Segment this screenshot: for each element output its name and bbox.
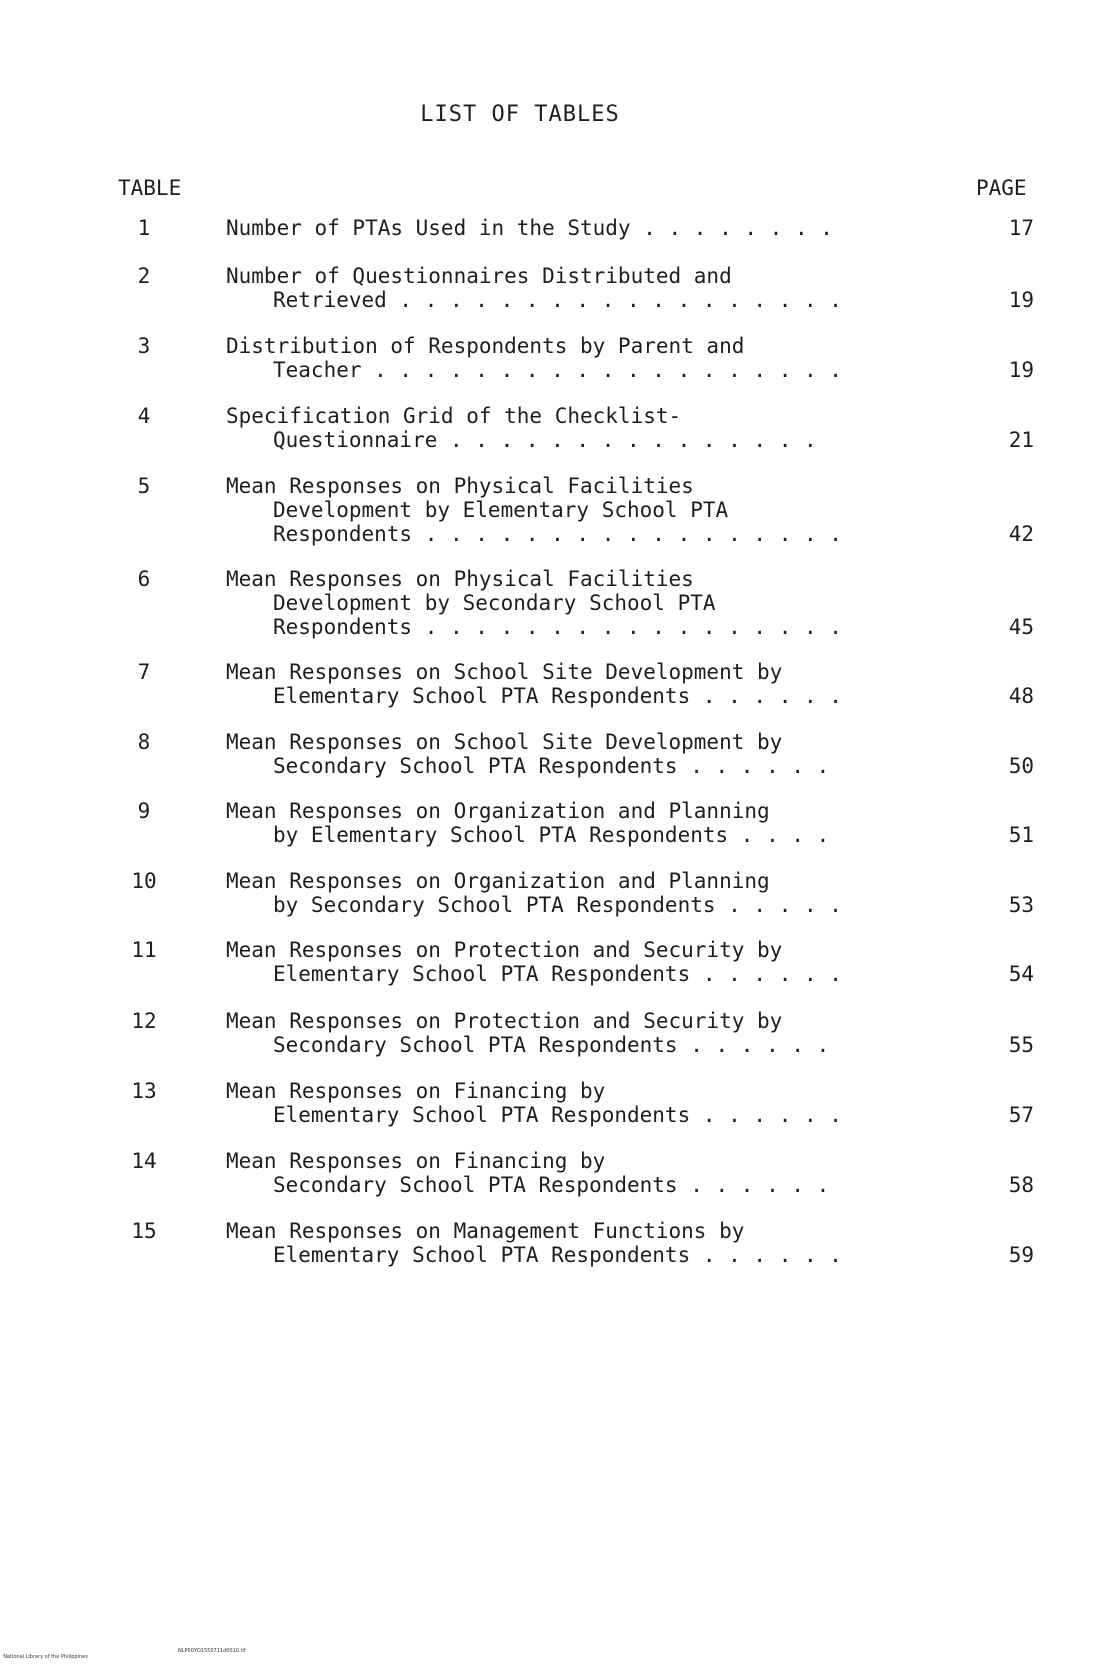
caption-line: Mean Responses on Organization and Planning bbox=[226, 869, 770, 893]
table-caption bbox=[226, 404, 956, 452]
caption-line: Mean Responses on Physical Facilities bbox=[226, 474, 694, 498]
table-caption bbox=[226, 334, 956, 382]
table-caption bbox=[226, 474, 956, 546]
caption-line: Number of Questionnaires Distributed and bbox=[226, 264, 732, 288]
caption-line: Mean Responses on Financing by bbox=[226, 1149, 606, 1173]
caption-line: Mean Responses on Management Functions by bbox=[226, 1219, 745, 1243]
caption-line: Mean Responses on Protection and Security by bbox=[226, 938, 783, 962]
table-number: 12 bbox=[131, 1009, 157, 1033]
caption-line: Secondary School PTA Respondents . . . . . . bbox=[273, 754, 830, 778]
caption-line: by Elementary School PTA Respondents . . . . bbox=[273, 823, 830, 847]
caption-line: Respondents . . . . . . . . . . . . . . . . . bbox=[273, 522, 842, 546]
table-caption bbox=[226, 216, 956, 240]
caption-line: Development by Elementary School PTA bbox=[273, 498, 729, 522]
table-caption bbox=[226, 938, 956, 986]
caption-line: Questionnaire . . . . . . . . . . . . . . . bbox=[273, 428, 817, 452]
table-number: 14 bbox=[131, 1149, 157, 1173]
caption-line: Development by Secondary School PTA bbox=[273, 591, 716, 615]
table-caption bbox=[226, 869, 956, 917]
table-number: 11 bbox=[131, 938, 157, 962]
caption-line: Mean Responses on Physical Facilities bbox=[226, 567, 694, 591]
page-number: 21 bbox=[1008, 428, 1034, 452]
table-number: 1 bbox=[137, 216, 151, 240]
caption-line: Mean Responses on Protection and Security by bbox=[226, 1009, 783, 1033]
page-number: 54 bbox=[1008, 962, 1034, 986]
caption-line: Respondents . . . . . . . . . . . . . . . . . bbox=[273, 615, 842, 639]
table-column-header: TABLE bbox=[118, 176, 182, 200]
page-number: 57 bbox=[1008, 1103, 1034, 1127]
caption-line: Specification Grid of the Checklist- bbox=[226, 404, 682, 428]
table-number: 9 bbox=[137, 799, 151, 823]
page-number: 55 bbox=[1008, 1033, 1034, 1057]
page-number: 19 bbox=[1008, 288, 1034, 312]
scan-footer bbox=[0, 1648, 246, 1666]
caption-line: Secondary School PTA Respondents . . . . . . bbox=[273, 1173, 830, 1197]
table-caption bbox=[226, 1079, 956, 1127]
caption-line: Number of PTAs Used in the Study . . . . . . . . bbox=[226, 216, 833, 240]
table-caption bbox=[226, 1009, 956, 1057]
page-number: 53 bbox=[1008, 893, 1034, 917]
page-number: 19 bbox=[1008, 358, 1034, 382]
caption-line: Mean Responses on School Site Development by bbox=[226, 660, 783, 684]
table-number: 10 bbox=[131, 869, 157, 893]
footer-library-name: National Library of the Philippines bbox=[3, 1654, 88, 1660]
caption-line: Mean Responses on Financing by bbox=[226, 1079, 606, 1103]
table-caption bbox=[226, 1219, 956, 1267]
page-title: LIST OF TABLES bbox=[420, 102, 620, 127]
page-number: 51 bbox=[1008, 823, 1034, 847]
page-number: 45 bbox=[1008, 615, 1034, 639]
caption-line: Elementary School PTA Respondents . . . . . . bbox=[273, 684, 842, 708]
page-column-header: PAGE bbox=[976, 176, 1027, 200]
caption-line: Secondary School PTA Respondents . . . . . . bbox=[273, 1033, 830, 1057]
table-number: 7 bbox=[137, 660, 151, 684]
page-number: 48 bbox=[1008, 684, 1034, 708]
table-caption bbox=[226, 799, 956, 847]
table-number: 4 bbox=[137, 404, 151, 428]
table-number: 2 bbox=[137, 264, 151, 288]
table-number: 13 bbox=[131, 1079, 157, 1103]
table-number: 5 bbox=[137, 474, 151, 498]
table-number: 15 bbox=[131, 1219, 157, 1243]
footer-file-code: NLP00YD1550711d0010.tif bbox=[178, 1648, 246, 1654]
table-caption bbox=[226, 567, 956, 639]
caption-line: Elementary School PTA Respondents . . . . . . bbox=[273, 1243, 842, 1267]
page-number: 17 bbox=[1008, 216, 1034, 240]
caption-line: Retrieved . . . . . . . . . . . . . . . . . . bbox=[273, 288, 842, 312]
table-caption bbox=[226, 264, 956, 312]
table-caption bbox=[226, 730, 956, 778]
table-caption bbox=[226, 1149, 956, 1197]
page-number: 59 bbox=[1008, 1243, 1034, 1267]
table-caption bbox=[226, 660, 956, 708]
table-number: 8 bbox=[137, 730, 151, 754]
page-number: 50 bbox=[1008, 754, 1034, 778]
caption-line: Distribution of Respondents by Parent and bbox=[226, 334, 745, 358]
caption-line: by Secondary School PTA Respondents . . . . . bbox=[273, 893, 842, 917]
caption-line: Elementary School PTA Respondents . . . . . . bbox=[273, 1103, 842, 1127]
caption-line: Mean Responses on Organization and Planning bbox=[226, 799, 770, 823]
table-number: 6 bbox=[137, 567, 151, 591]
table-number: 3 bbox=[137, 334, 151, 358]
caption-line: Teacher . . . . . . . . . . . . . . . . . . . bbox=[273, 358, 842, 382]
caption-line: Elementary School PTA Respondents . . . . . . bbox=[273, 962, 842, 986]
caption-line: Mean Responses on School Site Development by bbox=[226, 730, 783, 754]
page-number: 42 bbox=[1008, 522, 1034, 546]
page-number: 58 bbox=[1008, 1173, 1034, 1197]
